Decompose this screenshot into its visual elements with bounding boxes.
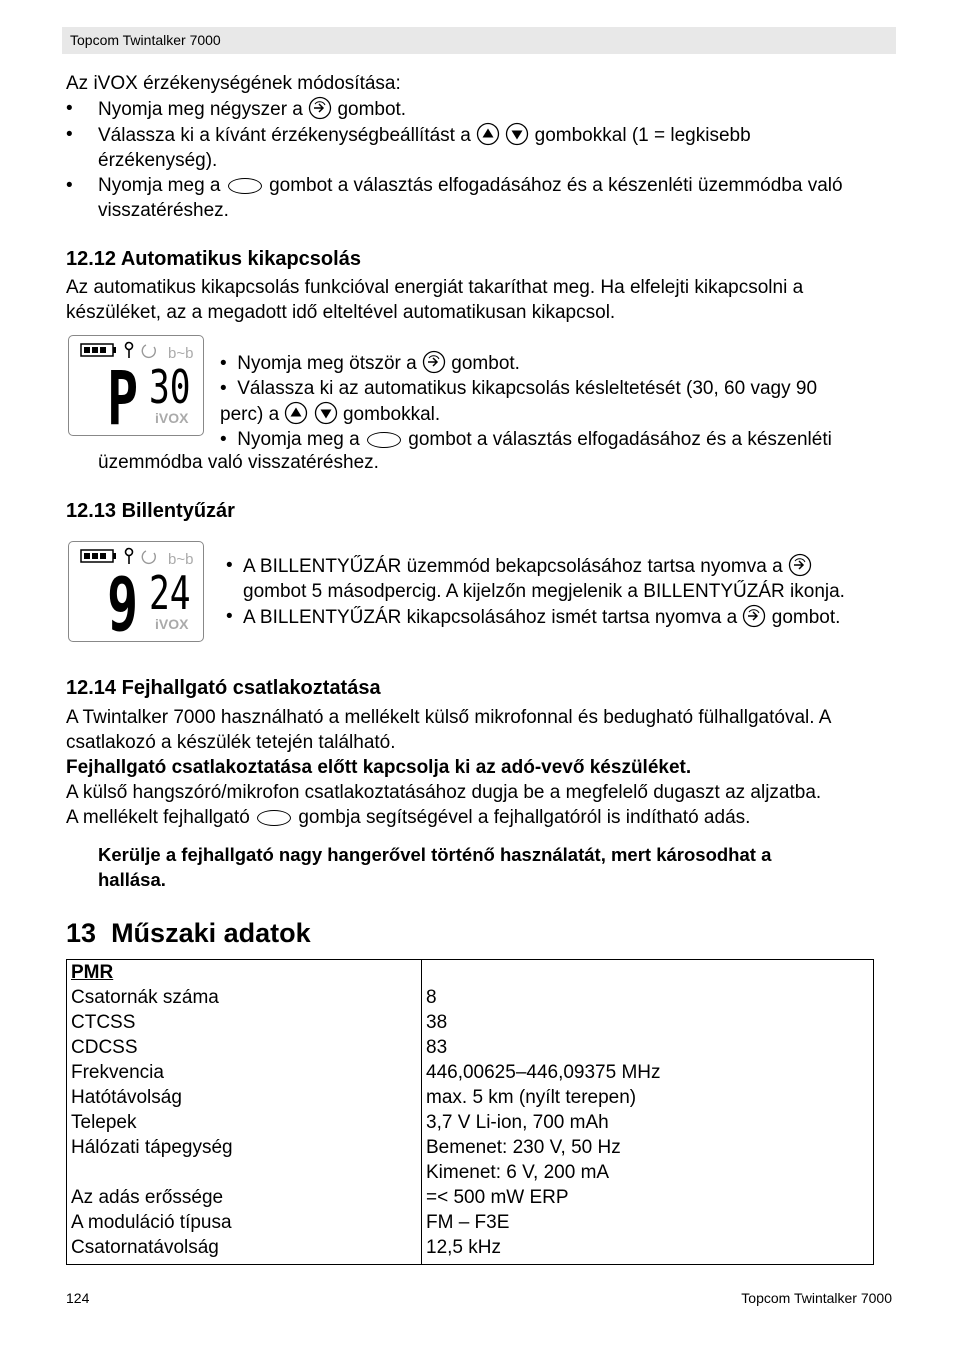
svg-text:b~b: b~b	[168, 345, 194, 362]
down-arrow-icon	[314, 401, 338, 425]
headset-description: A Twintalker 7000 használható a mellékelt külső mikrofonnal és bedugható fülhallgatóval. A csatlakozó a készülék tetején található. Fejhallgató csatlakoztatása előtt kapcsolja ki az adó-vevő készüléket. A külső hangszóró/mikrofon csatlakoztatásához dugja be a megfelelő dugaszt az aljzatba. A mellékelt fejhallgató gombja segítségével a fejhallgatóról is indítható adás.	[66, 705, 896, 830]
auto-off-description: Az automatikus kikapcsolás funkcióval energiát takaríthat meg. Ha elfelejti kikapcsolni a készüléket, az a megadott idő elteltével automatikusan kikapcsol.	[66, 277, 804, 323]
spec-label: Csatornák száma	[71, 987, 219, 1008]
lcd-ivox-label: iVOX	[155, 410, 189, 426]
up-arrow-icon	[476, 122, 500, 146]
footer-title: Topcom Twintalker 7000	[741, 1290, 892, 1306]
auto-off-steps	[220, 350, 900, 452]
up-arrow-icon	[284, 401, 308, 425]
spec-value: Bemenet: 230 V, 50 Hz	[426, 1137, 621, 1158]
ptt-button-icon	[257, 810, 291, 826]
spec-value: FM – F3E	[426, 1212, 510, 1233]
section-heading-12-14: 12.14 Fejhallgató csatlakoztatása	[66, 677, 381, 699]
headset-warning: Kerülje a fejhallgató nagy hangerővel történő használatát, mert károsodhat a hallása.	[98, 844, 772, 890]
page-header	[62, 27, 896, 54]
menu-arrow-icon	[308, 96, 332, 120]
menu-arrow-icon	[422, 350, 446, 374]
spec-label: Hálózati tápegység	[71, 1137, 233, 1158]
chapter-number: 13	[66, 918, 97, 948]
header-title: Topcom Twintalker 7000	[70, 32, 221, 48]
spec-value: 83	[426, 1037, 448, 1058]
list-item: • A BILLENTYŰZÁR üzemmód bekapcsolásához tartsa nyomva a gombot 5 másodpercig. A kijelzőn megjelenik a BILLENTYŰZÁR ikonja.	[226, 555, 845, 602]
spec-value: 3,7 V Li-ion, 700 mAh	[426, 1112, 609, 1133]
spec-label: Csatornatávolság	[71, 1237, 219, 1258]
menu-arrow-icon	[742, 604, 766, 628]
auto-off-steps-continued: üzemmódba való visszatéréshez.	[98, 452, 379, 473]
chapter-heading	[66, 917, 311, 949]
list-item: • Nyomja meg négyszer a gombot.	[66, 98, 407, 120]
menu-arrow-icon	[788, 553, 812, 577]
down-arrow-icon	[505, 122, 529, 146]
lcd-value: 30	[149, 360, 191, 414]
spec-label: Telepek	[71, 1112, 137, 1133]
section-heading-12-12: 12.12 Automatikus kikapcsolás	[66, 248, 361, 270]
spec-value: 12,5 kHz	[426, 1237, 501, 1258]
spec-value: Kimenet: 6 V, 200 mA	[426, 1162, 610, 1183]
spec-values	[422, 960, 874, 1265]
svg-text:b~b: b~b	[168, 551, 194, 568]
chapter-title: Műszaki adatok	[111, 918, 311, 948]
list-item: • Nyomja meg a gombot a választás elfogadásához és a készenléti üzemmódba való visszatéréshez.	[66, 175, 843, 221]
spec-labels	[67, 960, 422, 1265]
lcd-ivox-label: iVOX	[155, 616, 189, 632]
ptt-button-icon	[367, 432, 401, 448]
ivox-intro: Az iVOX érzékenységének módosítása:	[66, 73, 401, 94]
list-item: • Válassza ki a kívánt érzékenységbeállítást a gombokkal (1 = legkisebb érzékenység).	[66, 124, 751, 171]
section-heading-12-13: 12.13 Billentyűzár	[66, 500, 235, 522]
spec-label: CDCSS	[71, 1037, 138, 1058]
list-item: • Nyomja meg a gombot a választás elfogadásához és a készenléti	[220, 429, 832, 450]
spec-label: Hatótávolság	[71, 1087, 182, 1108]
spec-header: PMR	[71, 962, 114, 983]
lcd-value: 24	[149, 566, 191, 620]
ptt-button-icon	[228, 178, 262, 194]
spec-label: Az adás erőssége	[71, 1187, 224, 1208]
headset-note-bold: Fejhallgató csatlakoztatása előtt kapcsolja ki az adó-vevő készüléket.	[66, 757, 692, 778]
keylock-steps	[226, 553, 906, 630]
list-item: • A BILLENTYŰZÁR kikapcsolásához ismét tartsa nyomva a gombot.	[226, 606, 841, 628]
spec-value: =< 500 mW ERP	[426, 1187, 569, 1208]
spec-value: 446,00625–446,09375 MHz	[426, 1062, 661, 1083]
ivox-section	[66, 71, 896, 223]
lcd-display-keylock	[68, 541, 204, 648]
list-item: • Válassza ki az automatikus kikapcsolás késleltetését (30, 60 vagy 90 perc) a gombokkal.	[220, 378, 818, 425]
spec-label: A moduláció típusa	[71, 1212, 232, 1233]
spec-label	[71, 1160, 417, 1185]
lcd-main-character: P	[107, 356, 139, 442]
lcd-main-character: 9	[107, 562, 139, 648]
spec-value: max. 5 km (nyílt terepen)	[426, 1087, 637, 1108]
spec-label: CTCSS	[71, 1012, 136, 1033]
spec-value: 38	[426, 1012, 448, 1033]
list-item: • Nyomja meg ötször a gombot.	[220, 350, 900, 376]
page-number: 124	[66, 1290, 90, 1306]
lcd-display-auto-off	[68, 335, 204, 442]
spec-label: Frekvencia	[71, 1062, 164, 1083]
spec-table	[66, 959, 874, 1265]
spec-value: 8	[426, 987, 437, 1008]
